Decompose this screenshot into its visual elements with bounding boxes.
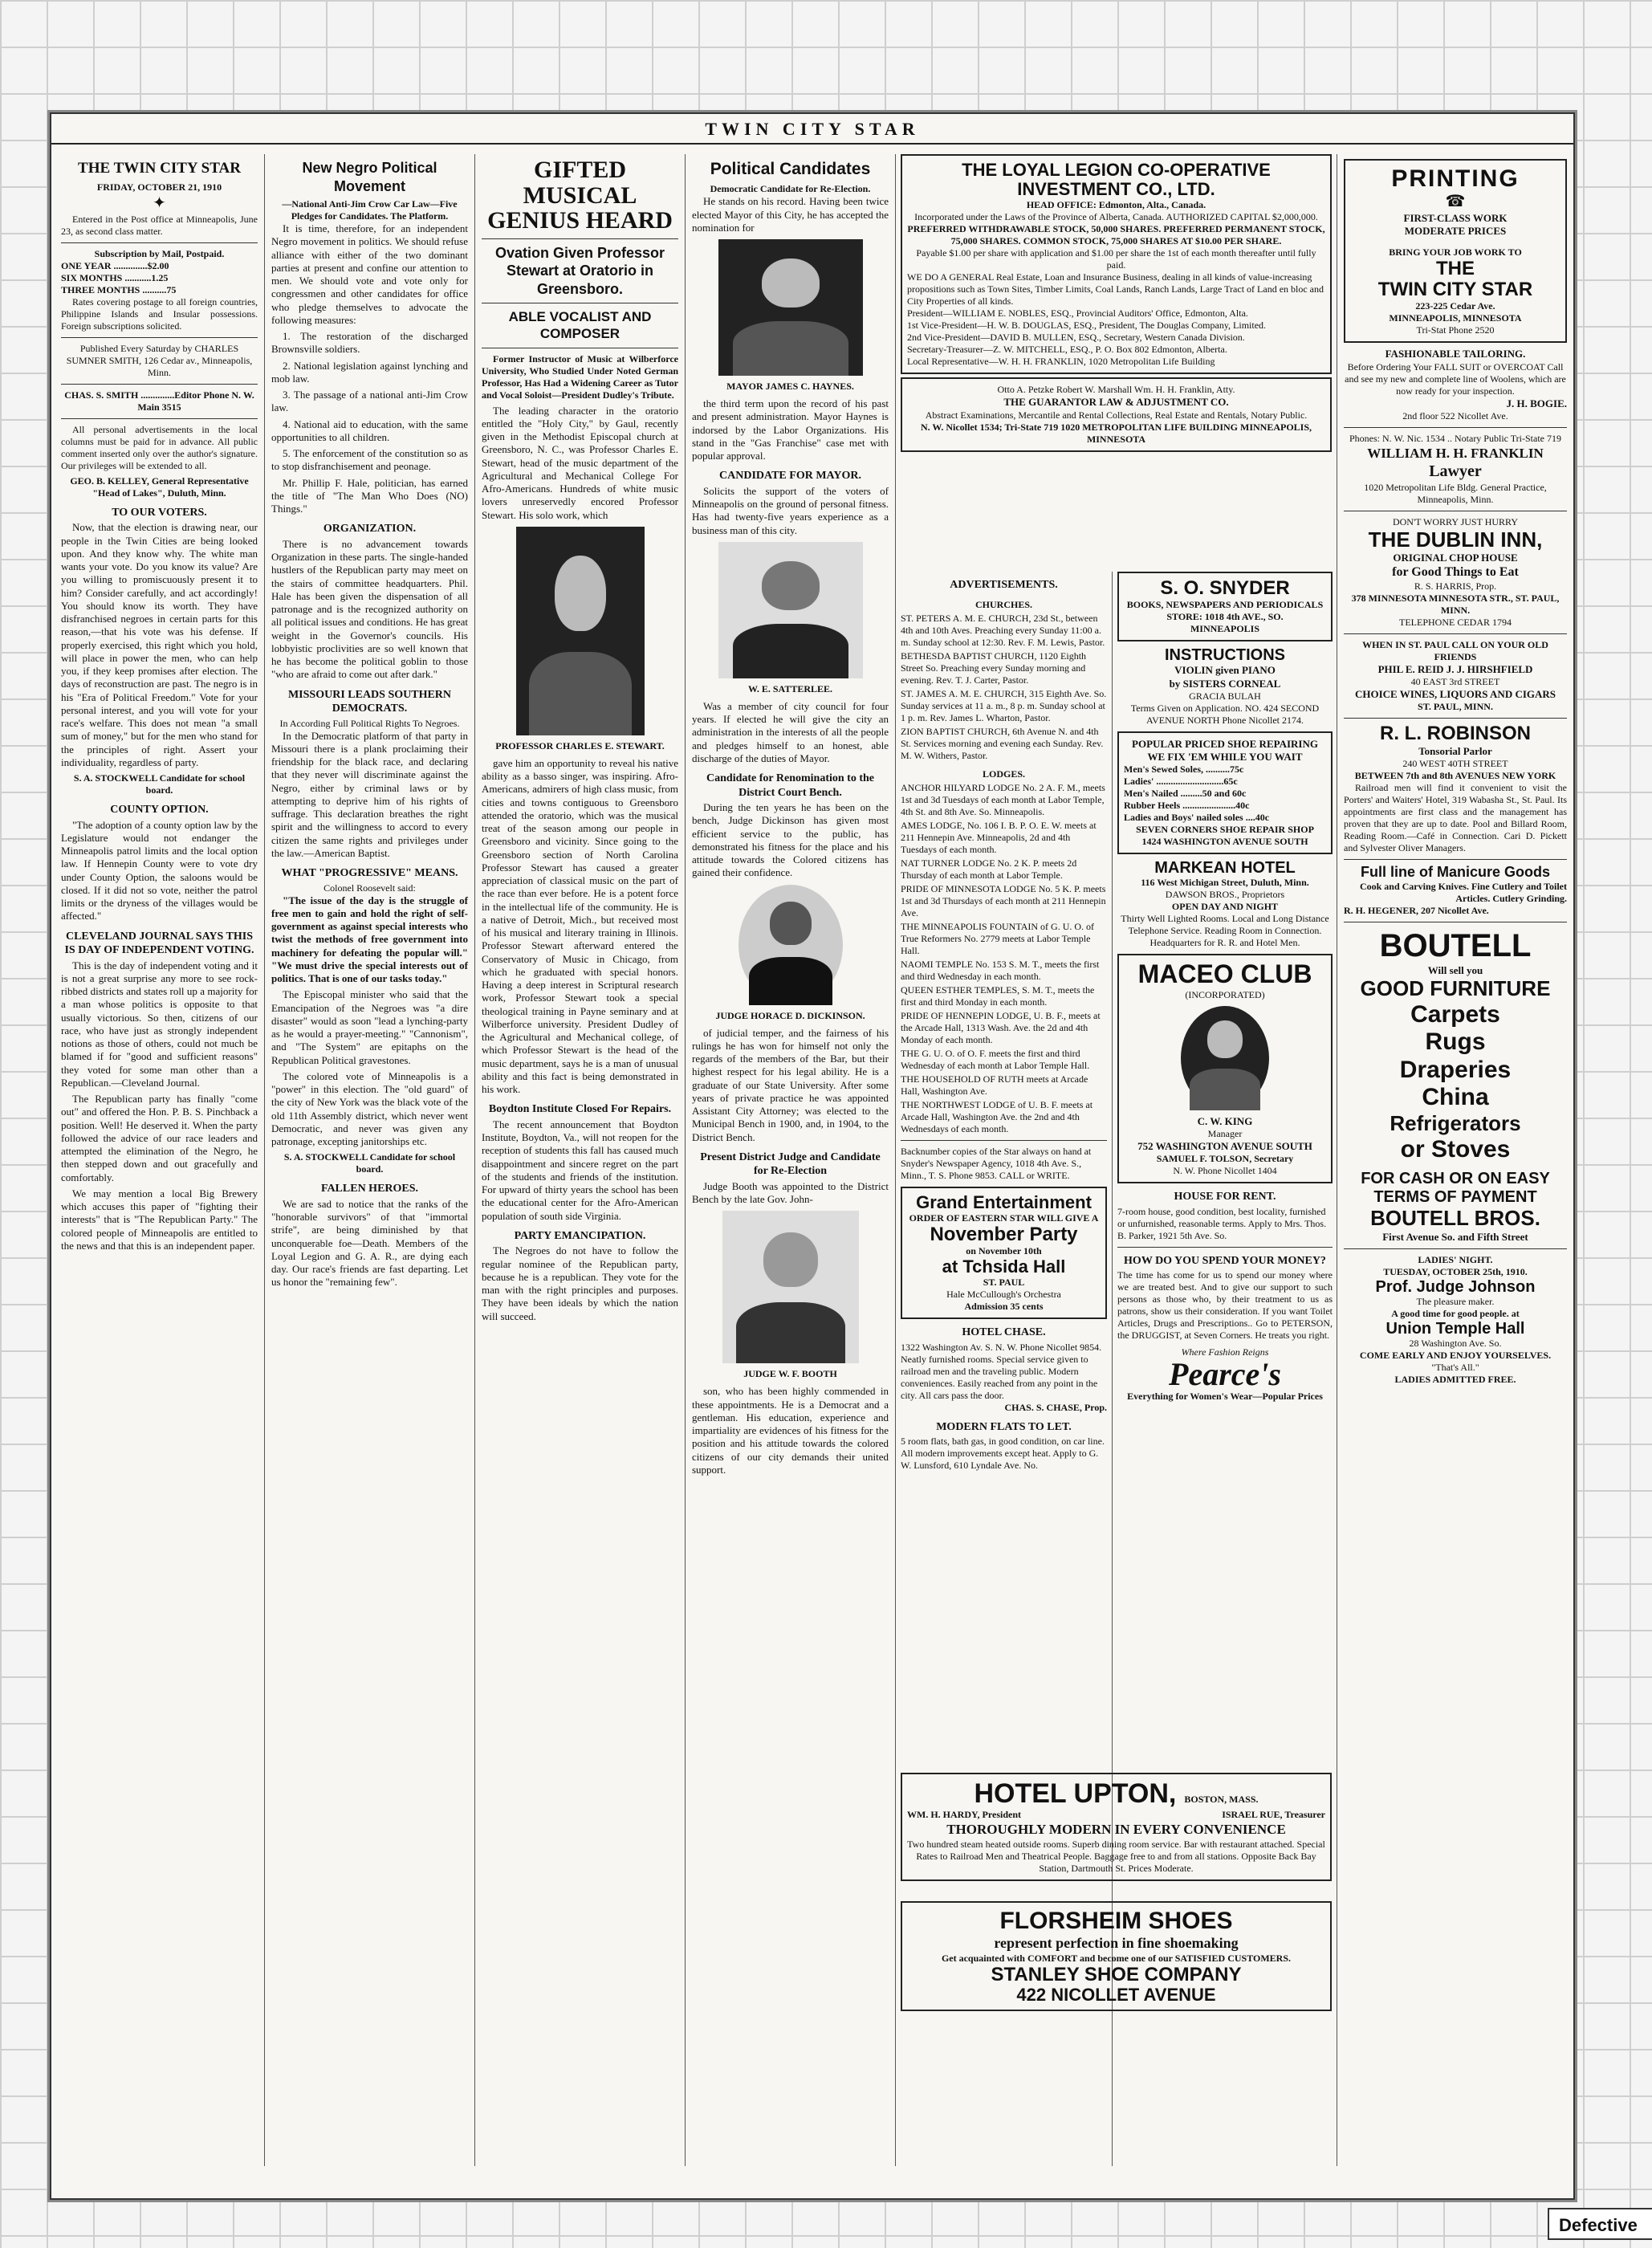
lodge-item: ANCHOR HILYARD LODGE No. 2 A. F. M., meets 1st and 3d Tuesdays of each month at Labor Temple, 4th St. and 8th Ave. So. Minneapolis. [901, 781, 1105, 817]
legion-officer: 1st Vice-President—H. W. B. DOUGLAS, ESQ., President, The Douglas Company, Limited. [907, 320, 1267, 332]
star-emblem-icon: ✦ [153, 193, 166, 212]
snyder-ad [1117, 572, 1333, 641]
ladies-addr: 28 Washington Ave. So. [1409, 1338, 1502, 1350]
florsheim-ad [901, 1901, 1332, 2011]
flor-sub: represent perfection in fine shoemaking [994, 1935, 1239, 1951]
printing-line: FIRST-CLASS WORK [1403, 212, 1508, 224]
voters-text: Now, that the election is drawing near, our people in the Twin Cities are being looked upon. And they know why. The white man wants your vote. Do you know its value? Are you willing to promiscuously present it to him? Consider carefully, and act accordingly! You should know its worth. They have disfranchised negroes in certain parts for this reason,—that his vote was his defense. If properly exercised, this right which you hold, will place in power the men, who can help you, if they keep promises after election. The days of reconstruction are past. The negro is in his "Era of Political Freedom." Vote for your personal interest, and you will vote for your race's welfare. This does not mean "a small sum of money," but for the men who stand for the principles of right. Assert your individuality, regardless of party. [61, 521, 258, 768]
maceo-phone: N. W. Phone Nicollet 1404 [1173, 1165, 1277, 1177]
robinson-addr: 240 WEST 40TH STREET [1402, 758, 1508, 770]
organization-text: There is no advancement towards Organization in these parts. The single-handed hustlers of the Republican party may meet on the stairs of committee headquarters. Phil. Hale has been given the dispensation of all patronage and is the recognized authority on all political issues and conditions. He has great weight in the Governor's councils. His lobbyistic proclivities are so well known that he has become the political goblin to those "who are afraid to come out after dark." [271, 537, 468, 681]
grand-org: ORDER OF EASTERN STAR WILL GIVE A [909, 1212, 1099, 1224]
legion-title: THE LOYAL LEGION CO-OPERATIVE INVESTMENT CO., LTD. [962, 160, 1271, 200]
lodge-item: NAT TURNER LODGE No. 2 K. P. meets 2d Thursday of each month at Labor Temple. [901, 857, 1077, 881]
instr-by: by SISTERS CORNEAL [1169, 677, 1281, 690]
boutell-ad [1344, 927, 1567, 1244]
snyder-sub: BOOKS, NEWSPAPERS AND PERIODICALS [1126, 599, 1324, 611]
dublin-top: DON'T WORRY JUST HURRY [1392, 516, 1519, 528]
booth-text-2: son, who has been highly commended in these appointments. He is a Democrat and a gentleman. His education, experience and impartiality are evidences of his fitness for the position and his attitude towards the colored citizens of our city demands their united support. [692, 1385, 889, 1476]
franklin-ad [1344, 433, 1567, 506]
candidates-intro: He stands on his record. Having been twice elected Mayor of this City, he has accepted the nomination for [692, 195, 889, 234]
movement-subtitle: —National Anti-Jim Crow Car Law—Five Pledges for Candidates. The Platform. [282, 198, 458, 222]
pledge-item: 4. National aid to education, with the same opportunities to all children. [271, 417, 468, 443]
county-text: "The adoption of a county option law by the Legislature would not endanger the Minneapolis patrol limits and the local option law. If Hennepin County were to vote dry under County Option, the saloons would be closed. If it did not so vote, neither the patrol limits or the dryness of the villages would be affected." [61, 818, 258, 922]
dublin-inn-ad [1344, 516, 1567, 629]
chase-heading: HOTEL CHASE. [962, 1326, 1046, 1339]
markean-addr: 116 West Michigan Street, Duluth, Minn. [1141, 877, 1309, 889]
legion-officer: Local Representative—W. H. H. FRANKLIN, 1020 Metropolitan Life Building [907, 356, 1215, 368]
chase-text: 1322 Washington Av. S. N. W. Phone Nicollet 9854. Neatly furnished rooms. Special service given to railroad men and the traveling public. Modern conveniences. Easily reached from any point in the city. All cars pass the door. [901, 1341, 1102, 1401]
missouri-heading: MISSOURI LEADS SOUTHERN DEMOCRATS. [287, 688, 452, 715]
reid-addr: 40 EAST 3rd STREET [1410, 676, 1500, 688]
boutell-item: Rugs [1425, 1028, 1486, 1056]
boutell-item: or Stoves [1400, 1135, 1511, 1163]
masthead: TWIN CITY STAR [51, 119, 1573, 145]
printing-title: PRINTING [1391, 165, 1520, 192]
ladies-hall: Union Temple Hall [1385, 1320, 1525, 1338]
flats-text: 5 room flats, bath gas, in good condition, on car line. All modern improvements except heat. Apply to G. W. Lunsford, 610 Lyndale Ave. No. [901, 1436, 1105, 1472]
newspaper-page [50, 112, 1575, 2200]
movement-intro: It is time, therefore, for an independent Negro movement in politics. We should refuse alliance with either of the two dominant parties at present and confine our attention to men. We should vote and vote only for congressmen and other candidates for office who pledge themselves to advocate the following measures: [271, 222, 468, 326]
party-heading: PARTY EMANCIPATION. [514, 1229, 646, 1242]
ladies-prof: Prof. Judge Johnson [1375, 1278, 1536, 1297]
dickinson-caption: JUDGE HORACE D. DICKINSON. [715, 1009, 865, 1021]
legion-officer: Secretary-Treasurer—Z. W. MITCHELL, ESQ., P. O. Box 802 Edmonton, Alberta. [907, 344, 1227, 356]
boydton-text: The recent announcement that Boydton Institute, Boydton, Va., will not reopen for the reception of students this fall has caused much disappointment and sincere regret on the part of the students and friends of the institution. For upward of thirty years the school has been the educational center for the Afro-American population of south side Virginia. [482, 1118, 678, 1222]
brewery-text: We may mention a local Big Brewery which accuses this paper of "fighting their interests" that is "The Republican Party." The colored people of Minneapolis are entitled to the news and that this is an independent paper. [61, 1187, 258, 1252]
editor-line: CHAS. S. SMITH ..............Editor Phone N. W. Main 3515 [64, 389, 254, 413]
maceo-manager: C. W. KING [1197, 1114, 1253, 1127]
booth-photo [722, 1211, 859, 1363]
cleveland-text: This is the day of independent voting and it is not a great surprise any more to see rock-ribbed districts and states roll up a majority for a man whose politics is opposite to that usually victorious. So then, citizens of our race, who have just as strongly independent notions as those of others, could not much be blamed if for "good and sufficient reasons" they voted for some man other than a Republican.—Cleveland Journal. [61, 959, 258, 1089]
lodge-item: NAOMI TEMPLE No. 153 S. M. T., meets the first and third Wednesday in each month. [901, 958, 1100, 982]
ladies-come: COME EARLY AND ENJOY YOURSELVES. [1359, 1350, 1552, 1362]
lodge-item: THE MINNEAPOLIS FOUNTAIN of G. U. O. of True Reformers No. 2779 meets at Labor Temple Hall. [901, 920, 1095, 956]
church-item: ST. PETERS A. M. E. CHURCH, 23d St., between 4th and 10th Aves. Preaching every Sunday 11:00 a. m. Sunday school at 12:30. Rev. F. M. Lewis, Pastor. [901, 612, 1105, 648]
upton-treas: ISRAEL RUE, Treasurer [1222, 1809, 1325, 1821]
boutell-title: BOUTELL [1379, 927, 1532, 963]
church-item: ST. JAMES A. M. E. CHURCH, 315 Eighth Ave. So. Sunday services at 11 a. m., 8 p. m. Sunday school at 1 p. m. Rev. James L. Wharton, Pastor. [901, 687, 1107, 723]
boutell-item: GOOD FURNITURE [1360, 976, 1551, 1001]
rate-line: THREE MONTHS ..........75 [61, 283, 177, 295]
candidates-deck: Democratic Candidate for Re-Election. [710, 183, 871, 195]
shoe-price: Men's Nailed .........50 and 60c [1124, 788, 1247, 800]
grand-city: ST. PAUL [983, 1277, 1025, 1289]
markean-prop: DAWSON BROS., Proprietors [1165, 889, 1285, 901]
ladies-all: "That's All." [1431, 1362, 1479, 1374]
grand-date: on November 10th [966, 1245, 1042, 1257]
maceo-sec: SAMUEL F. TOLSON, Secretary [1156, 1153, 1294, 1165]
maceo-role: Manager [1207, 1127, 1243, 1139]
upton-city: BOSTON, MASS. [1184, 1794, 1259, 1805]
printing-name: TWIN CITY STAR [1377, 278, 1533, 300]
stewart-photo [516, 527, 645, 735]
upton-pres: WM. H. HARDY, President [907, 1809, 1021, 1821]
published-note: Published Every Saturday by CHARLES SUMNER SMITH, 126 Cedar av., Minneapolis, Minn. [66, 342, 253, 378]
manicure-ad [1344, 865, 1567, 917]
flats-heading: MODERN FLATS TO LET. [936, 1420, 1072, 1433]
lodge-item: THE HOUSEHOLD OF RUTH meets at Arcade Hall, Washington Ave. [901, 1073, 1088, 1097]
rate-line: ONE YEAR ..............$2.00 [61, 259, 169, 271]
column-4 [686, 154, 896, 2166]
tailor-name: J. H. BOGIE. [1506, 397, 1567, 409]
boutell-item: Refrigerators [1390, 1110, 1521, 1135]
markean-ad [1117, 859, 1333, 949]
boutell-addr: First Avenue So. and Fifth Street [1382, 1231, 1528, 1244]
shoe-price: Men's Sewed Soles, ..........75c [1124, 764, 1244, 776]
maceo-club-ad [1117, 954, 1333, 1183]
progressive-text: "The issue of the day is the struggle of free men to gain and hold the right of self-government as against special interests who twist the methods of free government into machinery for defeating the popular will." "We must drive the special interests out of politics. That is one of our tasks today." [271, 894, 468, 984]
tailor-text: Before Ordering Your FALL SUIT or OVERCOAT Call and see my new and complete line of Woolens, which are now ready for your inspection. [1345, 360, 1566, 397]
flor-title: FLORSHEIM SHOES [999, 1908, 1233, 1934]
mayor-text: Solicits the support of the voters of Minneapolis on the ground of personal fitness. Has had twenty-five years experience as a business man of this city. [692, 484, 889, 536]
colored-vote-text: The colored vote of Minneapolis is a "power" in this election. The "old guard" of the city of New York was the black vote of the old 11th Assembly district, which never went Democratic, and never was given any patronage, excepting janitorships etc. [271, 1069, 468, 1147]
grand-title: Grand Entertainment [916, 1191, 1092, 1212]
booth-caption: JUDGE W. F. BOOTH [743, 1368, 837, 1380]
hotel-upton-ad [901, 1773, 1332, 1881]
progressive-sub: Colonel Roosevelt said: [323, 882, 416, 894]
ladies-free: LADIES ADMITTED FREE. [1394, 1374, 1516, 1386]
booth-text: Judge Booth was appointed to the District Bench by the late Gov. John- [692, 1179, 889, 1205]
chase-owner: CHAS. S. CHASE, Prop. [1004, 1401, 1107, 1413]
backnumber-note: Backnumber copies of the Star always on hand at Snyder's Newspaper Agency, 1018 4th Ave. S., Minn., T. S. Phone 9853. CALL or WRITE. [901, 1145, 1092, 1181]
boutell-bros: BOUTELL BROS. [1370, 1206, 1540, 1231]
maceo-title: MACEO CLUB [1137, 959, 1312, 989]
robinson-name: R. L. ROBINSON [1379, 723, 1531, 745]
guarantor-addr: N. W. Nicollet 1534; Tri-State 719 1020 METROPOLITAN LIFE BUILDING MINNEAPOLIS, MINNESOTA [920, 421, 1312, 445]
progressive-heading: WHAT "PROGRESSIVE" MEANS. [281, 867, 458, 879]
guarantor-ad [901, 377, 1332, 451]
pearce-name: Pearce's [1169, 1356, 1281, 1393]
fallen-heading: FALLEN HEROES. [320, 1183, 419, 1195]
musical-subtitle-2: ABLE VOCALIST AND COMPOSER [508, 309, 652, 342]
ladies-maker: The pleasure maker. [1416, 1296, 1495, 1308]
shoe-price: Ladies' ............................65c [1124, 776, 1238, 788]
musical-title: GIFTED MUSICAL GENIUS HEARD [487, 157, 673, 234]
column-6-ads [1337, 154, 1573, 2166]
upton-slogan: THOROUGHLY MODERN IN EVERY CONVENIENCE [946, 1822, 1286, 1838]
boydton-heading: Boydton Institute Closed For Repairs. [488, 1103, 672, 1116]
movement-title: New Negro Political Movement [302, 160, 437, 194]
judge-text: During the ten years he has been on the bench, Judge Dickinson has given most efficient service to the public, has demonstrated his fitness for the place and his attitude towards the Colored citizens has gained their confidence. [692, 801, 889, 879]
printing-bring: BRING YOUR JOB WORK TO [1389, 246, 1522, 258]
grand-music: Hale McCullough's Orchestra [946, 1289, 1061, 1301]
dublin-title: THE DUBLIN INN, [1368, 527, 1543, 552]
king-photo [1181, 1006, 1269, 1110]
shoe-price: Rubber Heels ......................40c [1124, 800, 1250, 812]
rates-note: Rates covering postage to all foreign countries, Philippine Islands and Insular possessions. Foreign subscriptions solicited. [61, 295, 258, 332]
paper-date: FRIDAY, OCTOBER 21, 1910 [96, 181, 222, 193]
reid-city: ST. PAUL, MINN. [1418, 701, 1493, 713]
shoe-title: POPULAR PRICED SHOE REPAIRING [1132, 737, 1318, 750]
legion-inc: Incorporated under the Laws of the Province of Alberta, Canada. AUTHORIZED CAPITAL $2,000,000. [914, 211, 1318, 223]
grand-admission: Admission 35 cents [964, 1301, 1044, 1313]
stockwell-line: S. A. STOCKWELL Candidate for school board. [73, 772, 246, 796]
pearce-sub: Everything for Women's Wear—Popular Prices [1127, 1391, 1323, 1403]
grand-entertainment-ad [901, 1187, 1107, 1320]
dublin-prop: R. S. HARRIS, Prop. [1414, 580, 1497, 592]
rent-text: 7-room house, good condition, best locality, furnished or unfurnished, reasonable terms. Apply to Mrs. Thos. B. Parker, 1921 5th Ave. So. [1117, 1205, 1327, 1241]
flor-company: STANLEY SHOE COMPANY [991, 1963, 1242, 1985]
reid-top: WHEN IN ST. PAUL CALL ON YOUR OLD FRIENDS [1362, 638, 1548, 662]
republican-text: The Republican party has finally "come out" and offered the Hon. P. B. S. Pinchback a position. Well! He deserved it. When the party followed the advice of our race leaders and attempted the elimination of the Negro, he then stepped down and out gracefully and comfortably. [61, 1093, 258, 1183]
money-text: The time has come for us to spend our money where we are treated best. And to give our support to such persons as those who, by their treatment to us as patrons, show us their consideration. If you want Toilet Articles, Drugs and Prescriptions.. Go to PETERSON, the DRUGGIST, at Seven Corners. He treats you right. [1117, 1269, 1333, 1342]
dublin-addr: 378 MINNESOTA MINNESOTA STR., ST. PAUL, MINN. [1351, 592, 1560, 616]
notes: All personal advertisements in the local columns must be paid for in advance. All public comment inserted only over the author's signature. Our privileges will be extended to all. [61, 423, 258, 471]
lodge-item: PRIDE OF HENNEPIN LODGE, U. B. F., meets at the Arcade Hall, 1313 Wash. Ave. the 2d and 4th Monday of each month. [901, 1009, 1101, 1045]
maceo-addr: 752 WASHINGTON AVENUE SOUTH [1137, 1139, 1312, 1152]
shoe-repair-ad [1117, 731, 1333, 855]
column-1 [55, 154, 265, 2166]
ladies-good: A good time for good people. at [1391, 1308, 1520, 1320]
dickinson-text: of judicial temper, and the fairness of his rulings he has won for himself not only the regards of the members of the Bar, but their highest respect for his legal ability. He is a graduate of our State University. After some years of private practice he was appointed Assistant City Attorney; was elected to the Municipal Bench in 1900, and, in 1904, to the District Bench. [692, 1026, 889, 1143]
markean-open: OPEN DAY AND NIGHT [1171, 901, 1279, 913]
ladies-night-ad [1344, 1254, 1567, 1386]
instr-title: INSTRUCTIONS [1165, 646, 1285, 665]
reid-goods: CHOICE WINES, LIQUORS AND CIGARS [1354, 688, 1556, 701]
haynes-caption: MAYOR JAMES C. HAYNES. [726, 381, 854, 392]
grand-place: at Tchsida Hall [942, 1256, 1066, 1277]
stewart-caption: PROFESSOR CHARLES E. STEWART. [495, 739, 665, 751]
markean-text: Thirty Well Lighted Rooms. Local and Long Distance Telephone Service. Reading Room in Connection. Headquarters for R. R. and Hotel Men. [1121, 913, 1329, 949]
railroad-text: Railroad men will find it convenient to visit the Porters' and Waiters' Hotel, 319 Wabasha St., St. Paul. Its appointments are first class and the management has proven that they are up to date. Pool and Billard Room, Reading Room.—Café in Connection. Cari D. Pickett and Sylvester Oliver Managers. [1344, 782, 1567, 854]
robinson-ad [1344, 723, 1567, 782]
cleveland-heading: CLEVELAND JOURNAL SAYS THIS IS DAY OF INDEPENDENT VOTING. [64, 930, 254, 956]
candidates-title: Political Candidates [710, 160, 871, 178]
manicure-title: Full line of Manicure Goods [1360, 864, 1550, 881]
guarantor-names: Otto A. Petzke Robert W. Marshall Wm. H. H. Franklin, Atty. [997, 384, 1235, 396]
franklin-addr: 1020 Metropolitan Life Bldg. General Practice, Minneapolis, Minn. [1364, 482, 1547, 506]
legion-shares: PREFERRED WITHDRAWABLE STOCK, 50,000 SHARES. PREFERRED PERMANENT STOCK, 75,000 SHARES. COMMON STOCK, 75,000 SHARES AT $10.00 PER SHARE. [907, 223, 1325, 247]
reid-ad [1344, 639, 1567, 714]
lodge-item: QUEEN ESTHER TEMPLES, S. M. T., meets the first and third Monday in each month. [901, 984, 1095, 1008]
mayor-heading: CANDIDATE FOR MAYOR. [719, 470, 861, 483]
shoe-addr: 1424 WASHINGTON AVENUE SOUTH [1141, 836, 1308, 848]
rent-heading: HOUSE FOR RENT. [1174, 1191, 1276, 1203]
printing-city: MINNEAPOLIS, MINNESOTA [1389, 312, 1522, 324]
defective-tab: Defective [1548, 2208, 1652, 2240]
snyder-title: S. O. SNYDER [1160, 577, 1290, 599]
column-2 [265, 154, 475, 2166]
franklin-phones: Phones: N. W. Nic. 1534 .. Notary Public Tri-State 719 [1349, 432, 1561, 444]
pledge-item: 5. The enforcement of the constitution so as to stop disfranchisement and peonage. [271, 447, 468, 473]
reid-name: PHIL E. REID J. J. HIRSHFIELD [1377, 662, 1533, 675]
snyder-city: MINNEAPOLIS [1190, 623, 1259, 635]
church-item: BETHESDA BAPTIST CHURCH, 1120 Eighth Street So. Preaching every Sunday morning and evening. Rev. T. J. Carter, Pastor. [901, 650, 1087, 686]
churches-heading: CHURCHES. [975, 598, 1032, 610]
ads-heading: ADVERTISEMENTS. [950, 579, 1058, 591]
satterlee-caption: W. E. SATTERLEE. [747, 682, 833, 694]
boutell-item: China [1422, 1084, 1489, 1111]
lodge-item: THE NORTHWEST LODGE of U. B. F. meets at Arcade Hall, Washington Ave. the 2nd and 4th Wednesdays of each month. [901, 1098, 1093, 1134]
manicure-sub: Cook and Carving Knives. Fine Cutlery and Toilet Articles. Cutlery Grinding. [1359, 880, 1567, 904]
church-item: ZION BAPTIST CHURCH, 6th Avenue N. and 4th St. Services morning and evening each Sunday. Rev. M. W. Withers, Pastor. [901, 725, 1104, 761]
markean-title: MARKEAN HOTEL [1154, 859, 1296, 878]
tailor-title: FASHIONABLE TAILORING. [1385, 348, 1526, 360]
paper-title: THE TWIN CITY STAR [78, 160, 241, 177]
musical-subtitle: Ovation Given Professor Stewart at Oratorio in Greensboro. [494, 244, 665, 297]
printing-line: MODERATE PRICES [1404, 225, 1507, 238]
loyal-legion-ad [901, 154, 1332, 374]
franklin-role: Lawyer [1429, 462, 1482, 481]
musical-deck: Former Instructor of Music at Wilberforce University, Who Studied Under Noted German Professor, Has Had a Widening Career as Tutor and Vocal Soloist—President Dudley's Tribute. [482, 352, 678, 401]
shoe-shop: SEVEN CORNERS SHOE REPAIR SHOP [1136, 824, 1314, 836]
haynes-text: the third term upon the record of his past and present administration. Mayor Haynes is indorsed by the Labor Organizations. His stand in the "Gas Franchise" case met with popular approval. [692, 397, 889, 462]
lodges-heading: LODGES. [982, 768, 1025, 780]
upton-text: Two hundred steam heated outside rooms. Superb dining room service. Bar with restaurant attached. Special Rates to Railroad Men and Theatrical People. Baggage free to and from all stations. Opposite Back Bay Station, Dartmouth St. Prices Moderate. [907, 1838, 1325, 1874]
maceo-inc: (INCORPORATED) [1185, 988, 1265, 1000]
tailor-addr: 2nd floor 522 Nicollet Ave. [1402, 409, 1508, 422]
lodge-item: PRIDE OF MINNESOTA LODGE No. 5 K. P. meets 1st and 3d Thursdays of each month at 211 Hennepin Ave. [901, 882, 1106, 918]
shoe-price: Ladies and Boys' nailed soles ....40c [1124, 812, 1270, 824]
legion-officer: 2nd Vice-President—DAVID B. MULLEN, ESQ., Secretary, Western Canada Division. [907, 332, 1245, 344]
franklin-name: WILLIAM H. H. FRANKLIN [1367, 445, 1544, 461]
pledge-item: 3. The passage of a national anti-Jim Crow law. [271, 389, 468, 414]
satterlee-photo [718, 542, 863, 678]
hale-text: Mr. Phillip F. Hale, politician, has earned the title of "The Man Who Does (NO) Things." [271, 476, 468, 515]
robinson-between: BETWEEN 7th and 8th AVENUES NEW YORK [1354, 770, 1556, 782]
printing-phone: Tri-Stat Phone 2520 [1416, 324, 1495, 336]
shoe-sub: WE FIX 'EM WHILE YOU WAIT [1147, 751, 1303, 764]
tailoring-ad [1344, 348, 1567, 422]
grand-party: November Party [930, 1223, 1078, 1245]
kelley-line: GEO. B. KELLEY, General Representative "Head of Lakes", Duluth, Minn. [70, 474, 249, 499]
pearces-ad [1117, 1346, 1333, 1403]
missouri-sub: In According Full Political Rights To Negroes. [279, 717, 460, 729]
satterlee-text: Was a member of city council for four years. If elected he will give the city an administration in the interests of all the people and pledges himself to an honest, able discharge of the duties of Mayor. [692, 699, 889, 764]
boutell-item: Carpets [1410, 1000, 1500, 1028]
judge-heading: Candidate for Renomination to the District Court Bench. [706, 772, 874, 799]
manicure-name: R. H. HEGENER, 207 Nicollet Ave. [1344, 904, 1489, 916]
booth-heading: Present District Judge and Candidate for Re-Election [700, 1150, 881, 1178]
ladies-date: TUESDAY, OCTOBER 25th, 1910. [1383, 1266, 1528, 1278]
column-5-ads [896, 154, 1337, 2166]
dickinson-photo [739, 885, 843, 1005]
instructions-ad [1117, 646, 1333, 727]
episcopal-text: The Episcopal minister who said that the Emancipation of the Negroes was "a dire disaster" would as soon "lead a lynching-party as he would a prayer-meeting." "Cannonism", and "The System" are epitaphs on the Republican Political gravestones. [271, 988, 468, 1066]
subscription-title: Subscription by Mail, Postpaid. [94, 247, 225, 259]
entered-note: Entered in the Post office at Minneapolis, June 23, as second class matter. [61, 213, 258, 237]
boutell-terms: FOR CASH OR ON EASY TERMS OF PAYMENT [1361, 1170, 1550, 1207]
dublin-phone: TELEPHONE CEDAR 1794 [1399, 616, 1512, 628]
boutell-will: Will sell you [1427, 963, 1483, 976]
guarantor-text: Abstract Examinations, Mercantile and Rental Collections, Real Estate and Rentals, Notary Public. [925, 409, 1308, 421]
flor-addr: 422 NICOLLET AVENUE [1016, 1984, 1216, 2005]
instr-names: GRACIA BULAH [1189, 690, 1261, 702]
instr-terms: Terms Given on Application. NO. 424 SECOND AVENUE NORTH Phone Nicollet 2174. [1130, 702, 1320, 726]
printing-addr: 223-225 Cedar Ave. [1415, 300, 1495, 312]
legion-business: WE DO A GENERAL Real Estate, Loan and Insurance Business, dealing in all kinds of value-increasing propositions such as Town Sites, Timber Limits, Coal Lands, Ranch Lands, Large Tract of Land en bloc and City Properties of all kinds. [907, 271, 1324, 307]
missouri-text: In the Democratic platform of that party in Missouri there is a plank proclaiming their friendship for the black race, and declaring that they never will discriminate against the Negro, either by criminal laws or by attempting to deprive him of his rights of suffrage. This declaration breathes the right spirit and the willingness to accord to every citizen the same rights and privileges under the law.—American Baptist. [271, 729, 468, 859]
pledge-item: 2. National legislation against lynching and mob law. [271, 359, 468, 385]
legion-officer: President—WILLIAM E. NOBLES, ESQ., Provincial Auditors' Office, Edmonton, Alta. [907, 307, 1248, 320]
money-heading: HOW DO YOU SPEND YOUR MONEY? [1124, 1254, 1326, 1267]
phone-icon: ☎ [1445, 193, 1466, 210]
party-text: The Negroes do not have to follow the regular nominee of the Republican party, because he is a republican. They vote for the man with the right principles and purposes. They have been ideals by which the nation will succeed. [482, 1244, 678, 1322]
printing-ad [1344, 159, 1567, 343]
flor-text: Get acquainted with COMFORT and become one of our SATISFIED CUSTOMERS. [941, 1952, 1292, 1964]
dublin-for: for Good Things to Eat [1392, 564, 1519, 579]
instr-sub: VIOLIN given PIANO [1174, 664, 1276, 677]
musical-intro: The leading character in the oratorio entitled the "Holy City," by Gaul, recently given in the Methodist Episcopal church at Greensboro, N. C., was Professor Charles E. Stewart, head of the music department of the Agricultural and Mechanical College For Afro-Americans. Hundreds of white music lovers unreservedly encored Professor Stewart. His solo work, which [482, 404, 678, 521]
column-3 [475, 154, 686, 2166]
haynes-photo [718, 239, 863, 376]
ladies-head: LADIES' NIGHT. [1418, 1254, 1493, 1266]
fallen-text: We are sad to notice that the ranks of the "honorable survivors" of that "immortal strife", are being diminished by that unconquerable foe—Death. Members of the Loyal Legion and G. A. R., are dying each day. Our race's friends are fast departing. Let us honor the "remaining few". [271, 1197, 468, 1289]
legion-payable: Payable $1.00 per share with application and $1.00 per share the 1st of each month thereafter until fully paid. [916, 247, 1316, 271]
voters-heading: TO OUR VOTERS. [112, 506, 207, 519]
boutell-item: Draperies [1399, 1056, 1512, 1083]
county-heading: COUNTY OPTION. [110, 804, 209, 816]
rate-line: SIX MONTHS ...........1.25 [61, 271, 169, 283]
lodge-item: THE G. U. O. of O. F. meets the first and third Wednesday of each month at Labor Temple Hall. [901, 1047, 1090, 1071]
upton-title: HOTEL UPTON, [974, 1778, 1177, 1809]
guarantor-title: THE GUARANTOR LAW & ADJUSTMENT CO. [1003, 396, 1229, 409]
robinson-sub: Tonsorial Parlor [1418, 744, 1492, 757]
lodge-item: AMES LODGE, No. 106 I. B. P. O. E. W. meets at 211 Hennepin Ave. Minneapolis, 2d and 4th Tuesdays of each month. [901, 819, 1097, 855]
stockwell-line: S. A. STOCKWELL Candidate for school board. [283, 1151, 456, 1175]
organization-heading: ORGANIZATION. [323, 523, 417, 536]
pledge-item: 1. The restoration of the discharged Brownsville soldiers. [271, 330, 468, 356]
dublin-sub: ORIGINAL CHOP HOUSE [1393, 551, 1518, 564]
pearce-tag: Where Fashion Reigns [1181, 1346, 1269, 1358]
legion-office: HEAD OFFICE: Edmonton, Alta., Canada. [1026, 199, 1206, 211]
musical-text: gave him an opportunity to reveal his native ability as a basso singer, was inspiring. Afro-Americans, admirers of high class music, from cities and towns contiguous to Greensboro attended the oratorio, which was the musical treat of the season among our people in Greensboro and vicinity. Since going to the Greensboro section of North Carolina Professor Stewart has caused a greater appreciation of classical music on the part of the race than ever before. He is a potent force in the intellectual life of the community. He is a native of Detroit, Mich., but received most of his musical and literary training in Illinois. Professor Stewart afterward entered the Conservatory of Music in Chicago, from which he graduated with special honors. Having a deep interest in Scriptural research work, Professor Stewart took a special theological training in Payne seminary and at Wilberforce university. President Dudley of the Agricultural and Mechanical college, of which Professor Stewart is the head of the music department, says he is a man of unusual ability and this fact is being demonstrated in his work. [482, 756, 678, 1095]
printing-the: THE [1436, 257, 1475, 279]
snyder-store: STORE: 1018 4th AVE., SO. [1166, 611, 1284, 623]
